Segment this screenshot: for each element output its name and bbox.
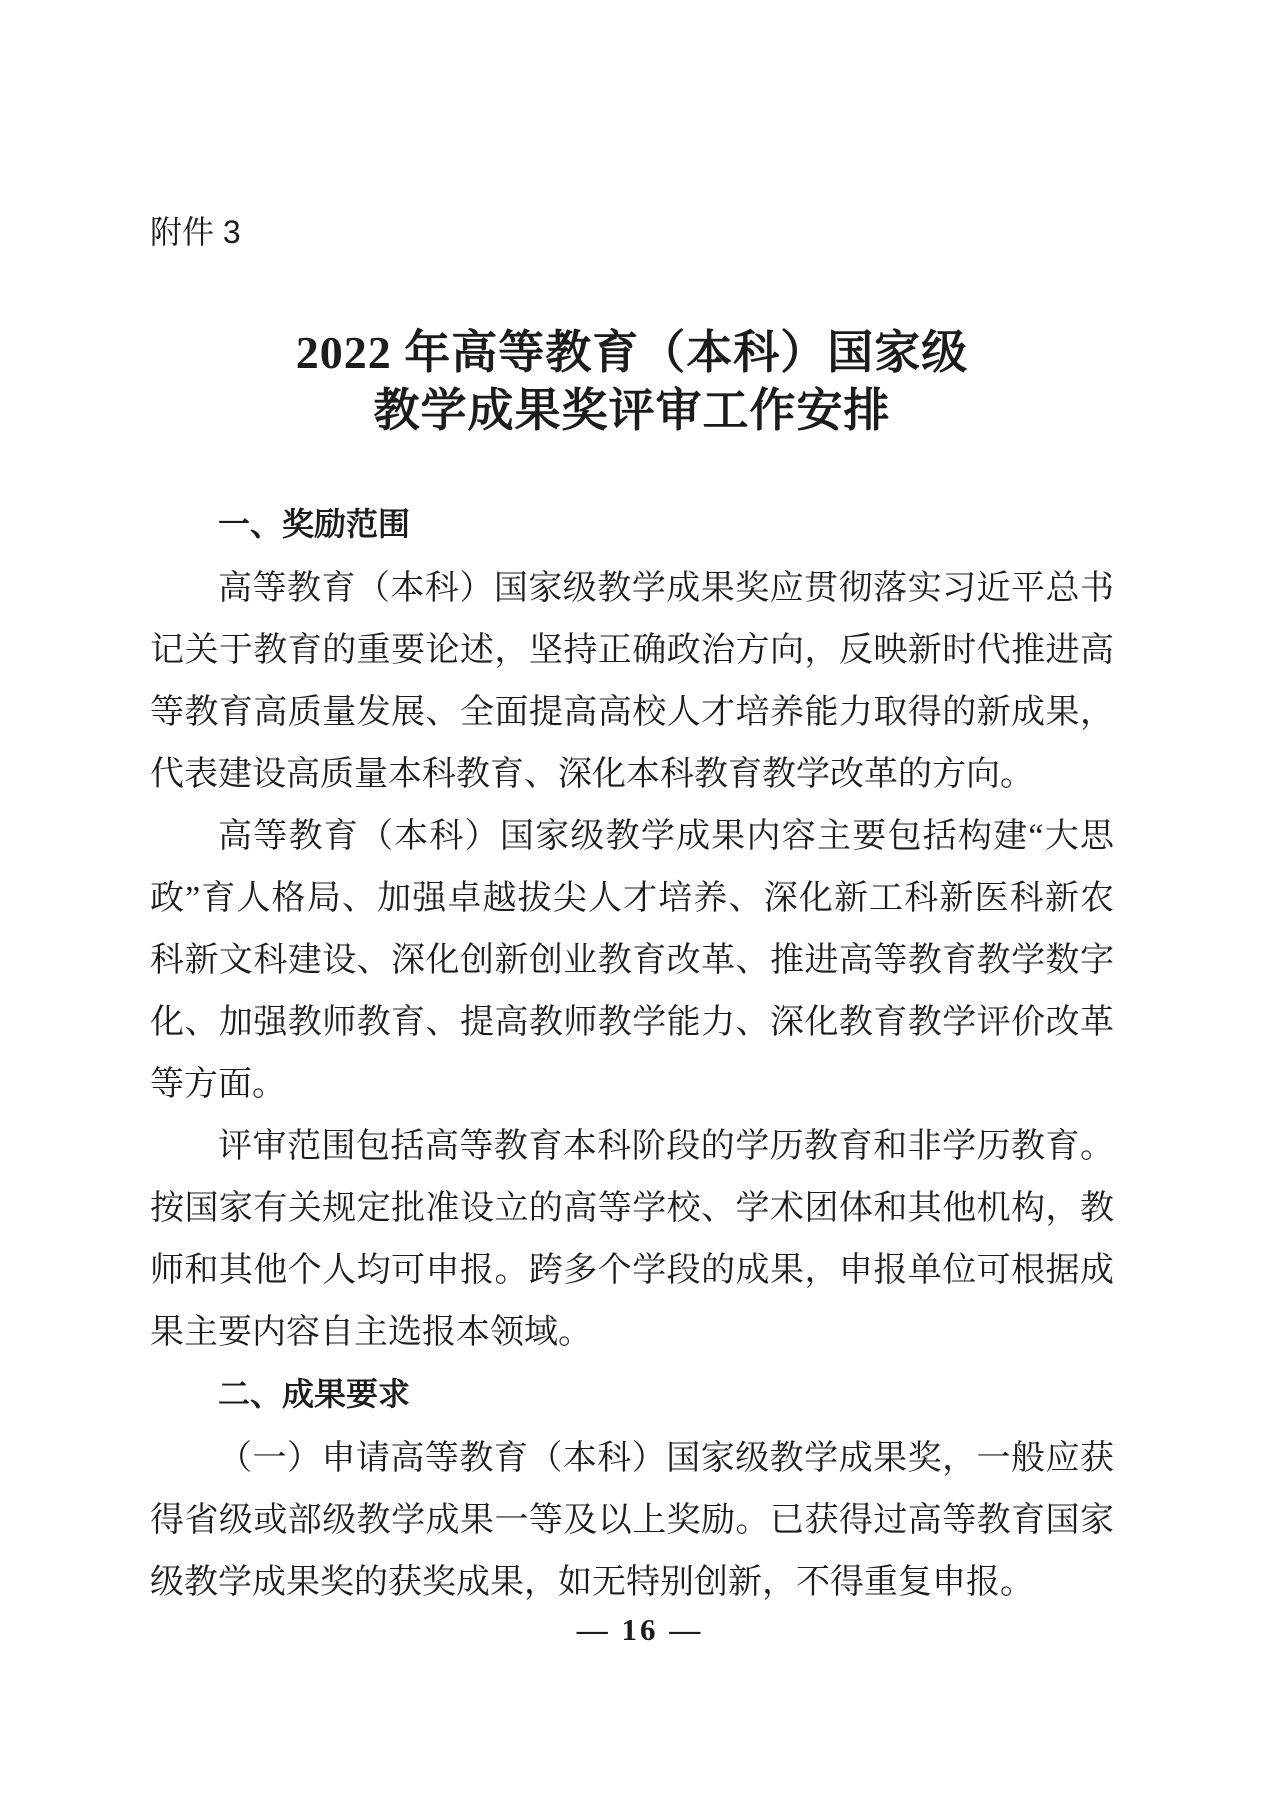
section-heading-achievement-requirements: 二、成果要求	[218, 1376, 411, 1412]
paragraph: 高等教育（本科）国家级教学成果内容主要包括构建“大思政”育人格局、加强卓越拔尖人才培养、深化新工科新医科新农科新文科建设、深化创新创业教育改革、推进高等教育教学数字化、加强教师教育、提高教师教学能力、深化教育教学评价改革等方面。	[150, 818, 1114, 1103]
paragraph: 评审范围包括高等教育本科阶段的学历教育和非学历教育。按国家有关规定批准设立的高等学校、学术团体和其他机构，教师和其他个人均可申报。跨多个学段的成果，申报单位可根据成果主要内容自主选报本领域。	[150, 1128, 1114, 1351]
attachment-label: 附件 3	[150, 214, 241, 250]
section-heading-award-scope: 一、奖励范围	[218, 506, 411, 542]
document-title	[150, 324, 1114, 440]
paragraph: （一）申请高等教育（本科）国家级教学成果奖，一般应获得省级或部级教学成果一等及以上奖励。已获得过高等教育国家级教学成果奖的获奖成果，如无特别创新，不得重复申报。	[150, 1440, 1114, 1601]
paragraph: 高等教育（本科）国家级教学成果奖应贯彻落实习近平总书记关于教育的重要论述，坚持正确政治方向，反映新时代推进高等教育高质量发展、全面提高高校人才培养能力取得的新成果，代表建设高质量本科教育、深化本科教育教学改革的方向。	[150, 570, 1114, 793]
page-number: — 16 —	[576, 1612, 704, 1647]
document-title-line2: 教学成果奖评审工作安排	[373, 385, 891, 436]
document-title-line1: 2022 年高等教育（本科）国家级	[295, 327, 969, 378]
